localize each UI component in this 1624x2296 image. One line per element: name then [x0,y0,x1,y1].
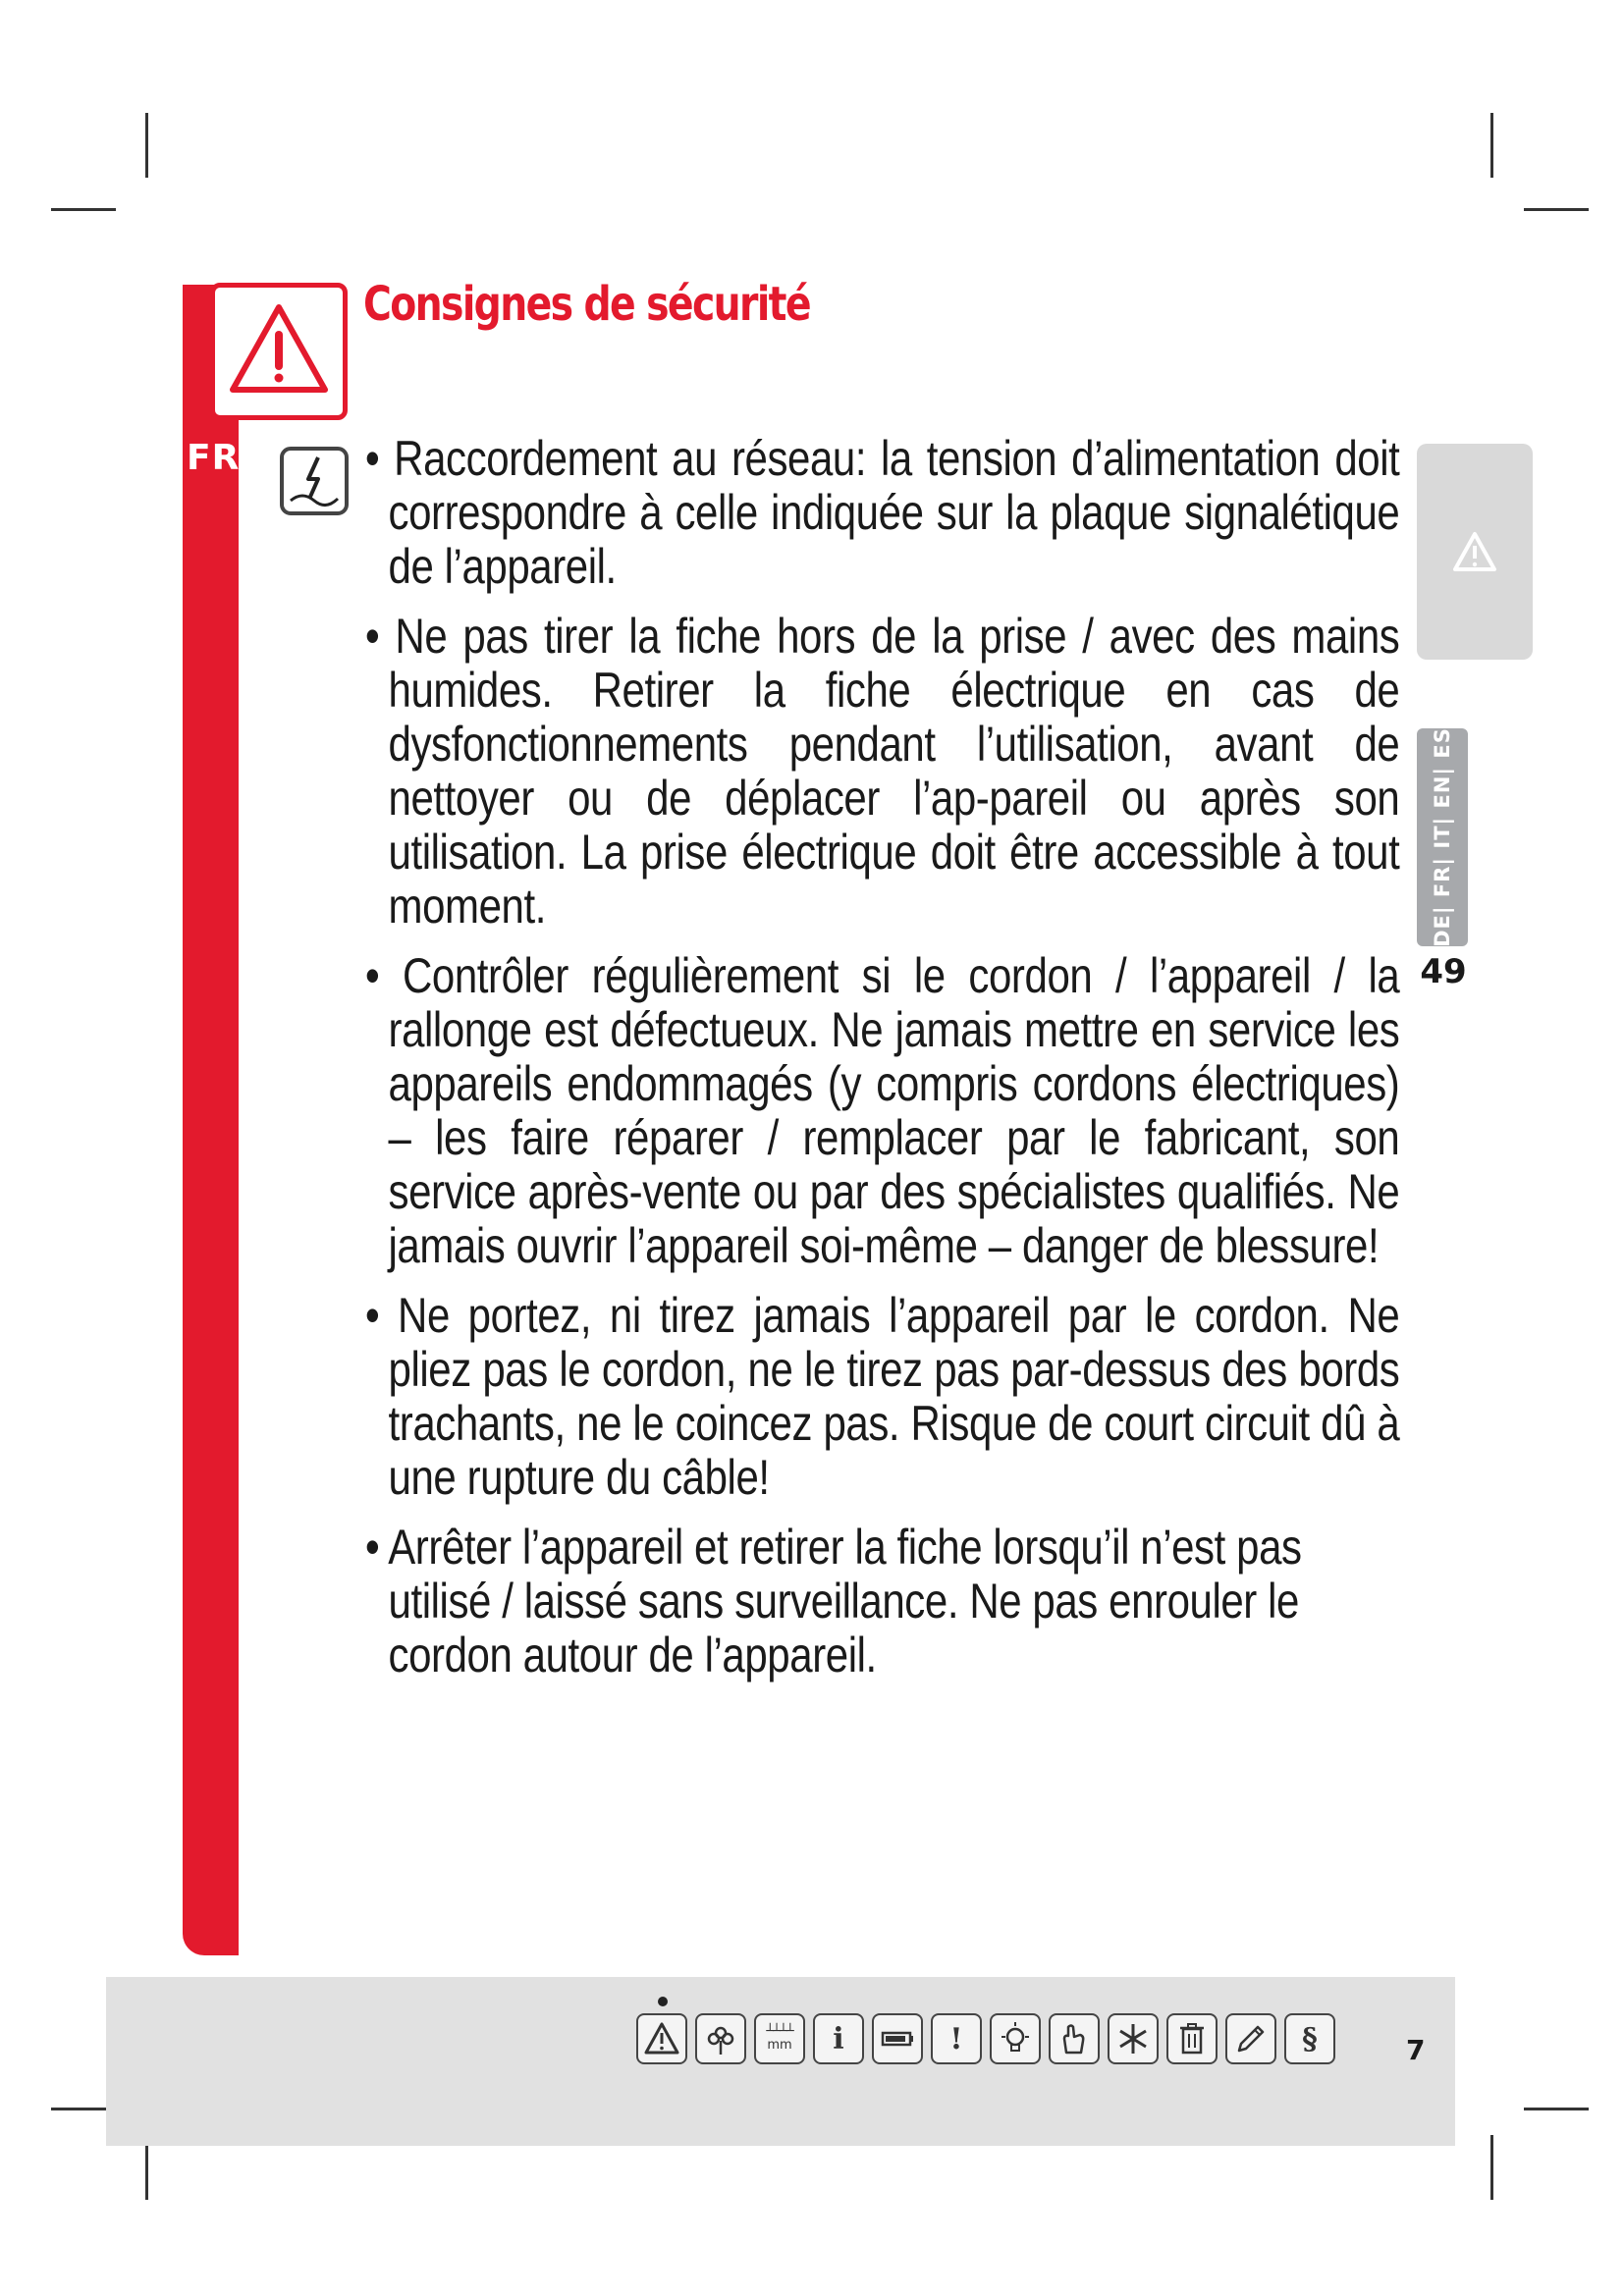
active-section-dot [658,1997,668,2006]
hand-icon [1049,2013,1100,2064]
instruction-paragraph: • Ne pas tirer la fiche hors de la prise / avec des mains humides. Retirer la fiche électrique en cas de dysfonctionnements pendant l’utilisation, avant de nettoyer ou de déplacer l’ap-pareil ou après son utilisation. La prise électrique doit être accessible à tout moment. [365,609,1400,934]
flower-icon [695,2013,746,2064]
warning-icon [636,2013,687,2064]
side-page-number: 49 [1420,952,1467,991]
instruction-paragraph: • Contrôler régulièrement si le cordon / l’appareil / la rallonge est défectueux. Ne jamais mettre en service les appareils endommagés (y compris cordons électriques) – les faire réparer / remplacer par le fabricant, son service après-vente ou par des spécialistes qualifiés. Ne jamais ouvrir l’appareil soi-même – danger de blessure! [365,948,1400,1273]
crop-mark [1490,2135,1493,2200]
warning-icon [215,288,343,415]
paragraph-icon: § [1284,2013,1335,2064]
exclamation-icon: ! [931,2013,982,2064]
instruction-paragraph: • Arrêter l’appareil et retirer la fiche lorsqu’il n’est pas utilisé / laissé sans surveillance. Ne pas enrouler le cordon autour de l’appareil. [365,1520,1302,1682]
crop-mark [1490,113,1493,178]
trash-icon [1166,2013,1218,2064]
electric-plug-icon [279,446,350,516]
crop-mark [1524,2108,1589,2110]
page-number: 7 [1406,2034,1426,2066]
section-sidebar [183,285,239,1955]
instruction-paragraph: • Raccordement au réseau: la tension d’alimentation doit correspondre à celle indiquée sur la plaque signalétique de l’appareil. [365,431,1400,594]
lightbulb-icon [990,2013,1041,2064]
crop-mark [145,113,148,178]
language-list: DE| FR| IT| EN| ES [1431,727,1454,947]
warning-box [210,283,348,420]
warning-outline-icon [1450,528,1499,577]
ruler-mm-icon: ┴┴┴┴ mm [754,2013,805,2064]
section-icon-row [636,2013,1335,2068]
instruction-paragraph: • Ne portez, ni tirez jamais l’appareil par le cordon. Ne pliez pas le cordon, ne le tirez pas par-dessus des bords trachants, ne le coincez pas. Risque de court circuit dû à une rupture du câble! [365,1288,1400,1505]
crop-mark [51,208,116,211]
safety-instructions [365,431,1400,1698]
crop-mark [1524,208,1589,211]
warning-section-tab [1417,444,1533,660]
battery-icon [872,2013,923,2064]
pencil-icon [1225,2013,1276,2064]
snowflake-icon [1108,2013,1159,2064]
page-title: Consignes de sécurité [363,277,810,332]
language-label: FR [187,438,241,478]
info-icon: i [813,2013,864,2064]
